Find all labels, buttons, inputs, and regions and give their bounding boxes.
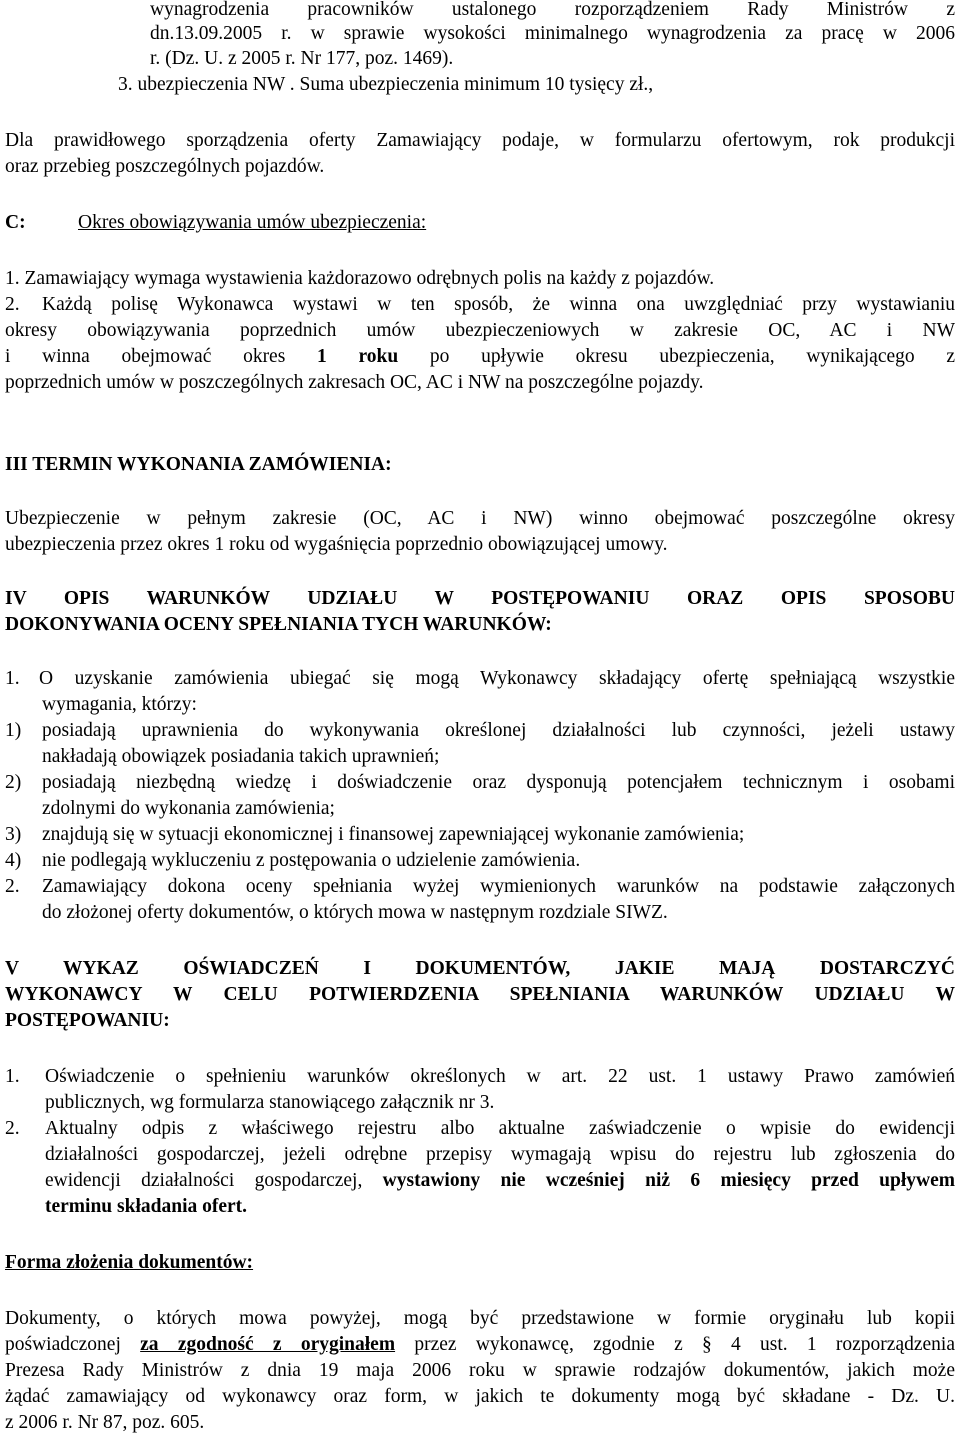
text: Każdą polisę Wykonawca wystawi w ten sposób, że winna ona uwzględniać przy wystawianiu [42,294,955,315]
document-1-line-2: publicznych, wg formularza stanowiącego załącznik nr 3. [45,1092,495,1113]
text: Aktualny odpis z właściwego rejestru albo aktualne zaświadczenie o wpisie do ewidencji [45,1118,955,1139]
forma-line-2 [5,1332,955,1358]
bold-conformity: za zgodność z oryginałem [140,1334,396,1355]
offer-note-line-1 [5,128,955,154]
subitem-1-number: 1) [5,720,22,741]
section-v-heading-line-1 [5,956,955,982]
text: posiadają uprawnienia do wykonywania określonej działalności lub czynności, jeżeli ustawy [42,720,955,741]
document-1-line-1 [45,1064,955,1090]
section-v-heading-line-3: POSTĘPOWANIU: [5,1010,170,1031]
subitem-1-line-1 [42,718,955,744]
section-c-point-2-line-3 [5,344,955,370]
section-c-point-2-line-4: poprzednich umów w poszczególnych zakresach OC, AC i NW na poszczególne pojazdy. [5,372,704,393]
subitem-4-number: 4) [5,850,22,871]
section-iv-item-1-line-1 [39,666,955,692]
section-iv-heading-line-2: DOKONYWANIA OCENY SPEŁNIANIA TYCH WARUNKÓW: [5,614,552,635]
section-v-heading-line-2 [5,982,955,1008]
text: przez wykonawcę, zgodnie z § 4 ust. 1 rozporządzenia [414,1334,955,1355]
subitem-2-number: 2) [5,772,22,793]
section-iv-item-1-line-2: wymagania, którzy: [42,694,197,715]
section-c-title: Okres obowiązywania umów ubezpieczenia: [78,212,427,233]
document-2-line-4: terminu składania ofert. [45,1196,248,1217]
text: po upływie okresu ubezpieczenia, wynikającego z [429,346,955,367]
continuation-line-1 [150,0,955,23]
section-iv-item-2-line-1 [42,874,955,900]
text: działalności gospodarczej, jeżeli odrębne przepisy wymagają wpisu do rejestru lub zgłoszenia do [45,1144,955,1165]
section-iv-item-2-number: 2. [5,876,20,897]
forma-line-3 [5,1358,955,1384]
text: poświadczonej [5,1334,121,1355]
text: Oświadczenie o spełnieniu warunków określonych w art. 22 ust. 1 ustawy Prawo zamówień [45,1066,955,1087]
text: IV OPIS WARUNKÓW UDZIAŁU W POSTĘPOWANIU ORAZ OPIS SPOSOBU [5,588,955,609]
document-2-number: 2. [5,1118,20,1139]
section-c-point-2-line-1 [42,292,955,318]
section-iii-line-1 [5,506,955,532]
text: Ubezpieczenie w pełnym zakresie (OC, AC i NW) winno obejmować poszczególne okresy [5,508,955,529]
forma-line-4 [5,1384,955,1410]
text: O uzyskanie zamówienia ubiegać się mogą Wykonawcy składający ofertę spełniającą wszystkie [39,668,955,689]
text: okresy obowiązywania poprzednich umów ubezpieczeniowych w zakresie OC, AC i NW [5,320,955,341]
section-c-point-2-number: 2. [5,294,20,315]
forma-heading: Forma złożenia dokumentów: [5,1252,254,1273]
text: Prezesa Rady Ministrów z dnia 19 maja 2006 roku w sprawie rodzajów dokumentów, jakich może [5,1360,955,1381]
subitem-1-line-2: nakładają obowiązek posiadania takich uprawnień; [42,746,440,767]
text: WYKONAWCY W CELU POTWIERDZENIA SPEŁNIANIA WARUNKÓW UDZIAŁU W [5,984,955,1005]
bold-period: 1 roku [317,346,399,367]
text: Dokumenty, o których mowa powyżej, mogą być przedstawione w formie oryginału lub kopii [5,1308,955,1329]
subitem-3-number: 3) [5,824,22,845]
forma-line-1 [5,1306,955,1332]
section-c-point-1: 1. Zamawiający wymaga wystawienia każdorazowo odrębnych polis na każdy z pojazdów. [5,268,715,289]
text: V WYKAZ OŚWIADCZEŃ I DOKUMENTÓW, JAKIE MAJĄ DOSTARCZYĆ [5,958,955,979]
bold-deadline: wystawiony nie wcześniej niż 6 miesięcy przed upływem [382,1170,955,1191]
section-iii-heading: III TERMIN WYKONANIA ZAMÓWIENIA: [5,454,392,475]
section-c-letter: C: [5,212,26,233]
section-iv-heading-line-1 [5,586,955,612]
continuation-line-3: r. (Dz. U. z 2005 r. Nr 177, poz. 1469). [150,48,454,69]
text: Dla prawidłowego sporządzenia oferty Zamawiający podaje, w formularzu ofertowym, rok produkcji [5,130,955,151]
section-iii-line-2: ubezpieczenia przez okres 1 roku od wygaśnięcia poprzednio obowiązującej umowy. [5,534,668,555]
text: ewidencji działalności gospodarczej, [45,1170,363,1191]
section-c-point-2-line-2 [5,318,955,344]
document-2-line-1 [45,1116,955,1142]
section-iv-item-2-line-2: do złożonej oferty dokumentów, o których mowa w następnym rozdziale SIWZ. [42,902,668,923]
forma-line-5: z 2006 r. Nr 87, poz. 605. [5,1412,205,1433]
offer-note-line-2: oraz przebieg poszczególnych pojazdów. [5,156,325,177]
document-2-line-3 [45,1168,955,1194]
subitem-2-line-1 [42,770,955,796]
text: Zamawiający dokona oceny spełniania wyżej wymienionych warunków na podstawie załączonych [42,876,955,897]
text: wynagrodzenia pracowników ustalonego rozporządzeniem Rady Ministrów z [150,0,955,20]
text: dn.13.09.2005 r. w sprawie wysokości minimalnego wynagrodzenia za pracę w 2006 [150,23,955,44]
document-1-number: 1. [5,1066,20,1087]
document-2-line-2 [45,1142,955,1168]
subitem-3-line-1: znajdują się w sytuacji ekonomicznej i finansowej zapewniającej wykonanie zamówienia; [42,824,745,845]
text: i winna obejmować okres [5,346,286,367]
continuation-line-2 [150,21,955,47]
subitem-4-line-1: nie podlegają wykluczeniu z postępowania o udzielenie zamówienia. [42,850,581,871]
section-iv-item-1-number: 1. [5,668,20,689]
text: żądać zamawiający od wykonawcy oraz form, w jakich te dokumenty mogą być składane - Dz. U. [5,1386,955,1407]
text: posiadają niezbędną wiedzę i doświadczenie oraz dysponują potencjałem technicznym i osobami [42,772,955,793]
insurance-nw-item: 3. ubezpieczenia NW . Suma ubezpieczenia minimum 10 tysięcy zł., [118,74,654,95]
subitem-2-line-2: zdolnymi do wykonania zamówienia; [42,798,335,819]
